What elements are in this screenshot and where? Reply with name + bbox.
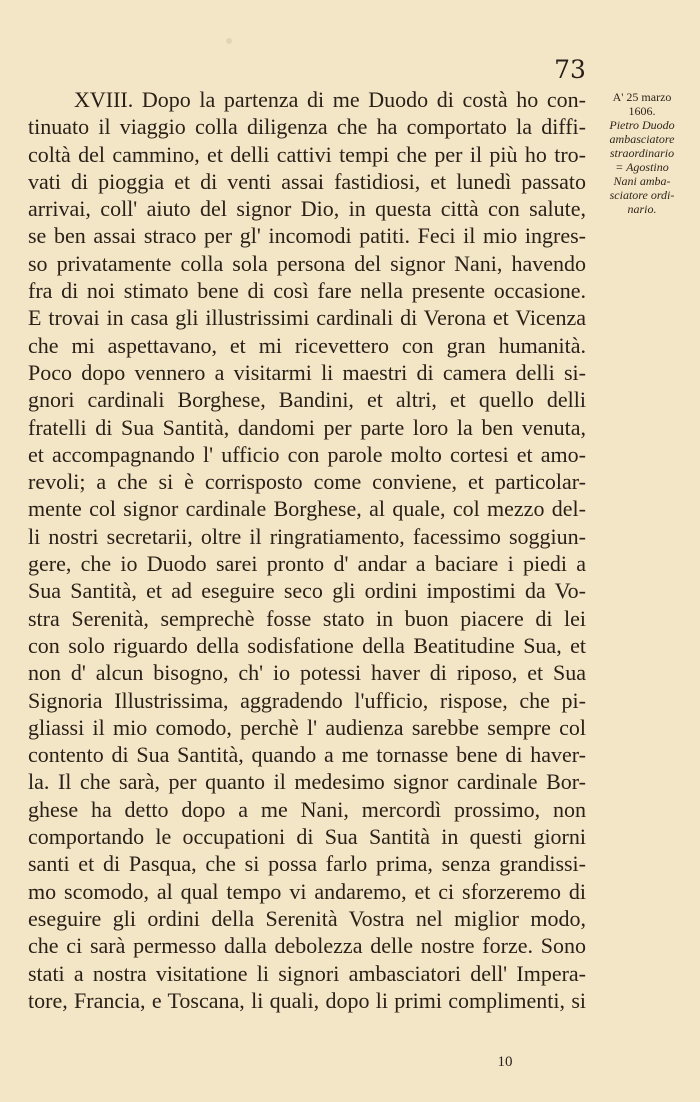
text-line: Poco dopo vennero a visitarmi li maestri di camera delli si-: [28, 359, 586, 385]
signature-mark: 10: [497, 1054, 513, 1070]
text-line: stra Serenità, semprechè fosse stato in buon piacere di lei: [28, 605, 586, 631]
text-line: che mi aspettavano, et mi ricevettero con gran humanità.: [28, 332, 586, 358]
text-line: mente col signor cardinale Borghese, al quale, col mezzo del-: [28, 496, 586, 522]
text-line: non d' alcun bisogno, ch' io potessi haver di riposo, et Sua: [28, 660, 586, 686]
text-line: gliassi il mio comodo, perchè l' audienza sarebbe sempre col: [28, 714, 586, 740]
text-line: gnori cardinali Borghese, Bandini, et altri, et quello delli: [28, 387, 586, 413]
margin-note-line: sciatore ordi-: [609, 188, 675, 202]
text-line: Signoria Illustrissima, aggradendo l'ufficio, rispose, che pi-: [28, 687, 586, 713]
text-line: se ben assai straco per gl' incomodi patiti. Feci il mio ingres-: [28, 223, 586, 249]
margin-note-line: Nani amba-: [613, 174, 671, 188]
text-line: stati a nostra visitatione li signori ambasciatori dell' Impera-: [28, 960, 586, 986]
text-line: comportando le occupationi di Sua Santità in questi giorni: [28, 824, 586, 850]
text-line: coltà del cammino, et delli cattivi tempi che per il più ho tro-: [28, 141, 586, 167]
text-line: revoli; a che si è corrisposto come conviene, et particolar-: [28, 469, 586, 495]
text-line: eseguire gli ordini della Serenità Vostra nel miglior modo,: [28, 905, 586, 931]
margin-note: [586, 90, 698, 216]
text-line: la. Il che sarà, per quanto il medesimo signor cardinale Bor-: [28, 769, 586, 795]
text-line: mo scomodo, al qual tempo vi andaremo, et ci sforzeremo di: [28, 878, 586, 904]
text-line: fra di noi stimato bene di così fare nella presente occasione.: [28, 278, 586, 304]
margin-note-line: = Agostino: [615, 160, 669, 174]
text-line: XVIII. Dopo la partenza di me Duodo di costà ho con-: [74, 87, 586, 112]
text-line: santi et di Pasqua, che si possa farlo prima, senza grandissi-: [28, 851, 586, 877]
margin-note-line: A' 25 marzo: [612, 90, 672, 104]
margin-note-line: nario.: [627, 202, 657, 216]
text-line: vati di pioggia et di venti assai fastidiosi, et lunedì passato: [28, 168, 586, 194]
text-line: Sua Santità, et ad eseguire seco gli ordini impostimi da Vo-: [28, 578, 586, 604]
margin-note-line: ambasciatore: [609, 132, 675, 146]
paper-stain: [226, 38, 232, 44]
margin-note-line: 1606.: [628, 104, 656, 118]
text-line: con solo riguardo della sodisfatione della Beatitudine Sua, et: [28, 632, 586, 658]
text-line: so privatamente colla sola persona del signor Nani, havendo: [28, 250, 586, 276]
text-line: tinuato il viaggio colla diligenza che ha comportato la diffi-: [28, 114, 586, 140]
text-line: tore, Francia, e Toscana, li quali, dopo li primi complimenti, si: [28, 987, 586, 1013]
text-line: li nostri secretarii, oltre il ringratiamento, facessimo soggiun-: [28, 523, 586, 549]
body-text: [28, 86, 586, 1014]
margin-note-line: Pietro Duodo: [609, 118, 675, 132]
text-line: che ci sarà permesso dalla debolezza delle nostre forze. Sono: [28, 933, 586, 959]
text-line: E trovai in casa gli illustrissimi cardinali di Verona et Vicenza: [28, 305, 586, 331]
text-line: contento di Sua Santità, quando a me tornasse bene di haver-: [28, 742, 586, 768]
text-line: et accompagnando l' ufficio con parole molto cortesi et amo-: [28, 441, 586, 467]
margin-note-line: straordinario: [609, 146, 675, 160]
page-number: 73: [554, 55, 586, 84]
text-line: gere, che io Duodo sarei pronto d' andar a baciare i piedi a: [28, 551, 586, 577]
text-line: arrivai, coll' aiuto del signor Dio, in questa città con salute,: [28, 196, 586, 222]
text-line: fratelli di Sua Santità, dandomi per parte loro la ben venuta,: [28, 414, 586, 440]
text-line: ghese ha detto dopo a me Nani, mercordì prossimo, non: [28, 796, 586, 822]
